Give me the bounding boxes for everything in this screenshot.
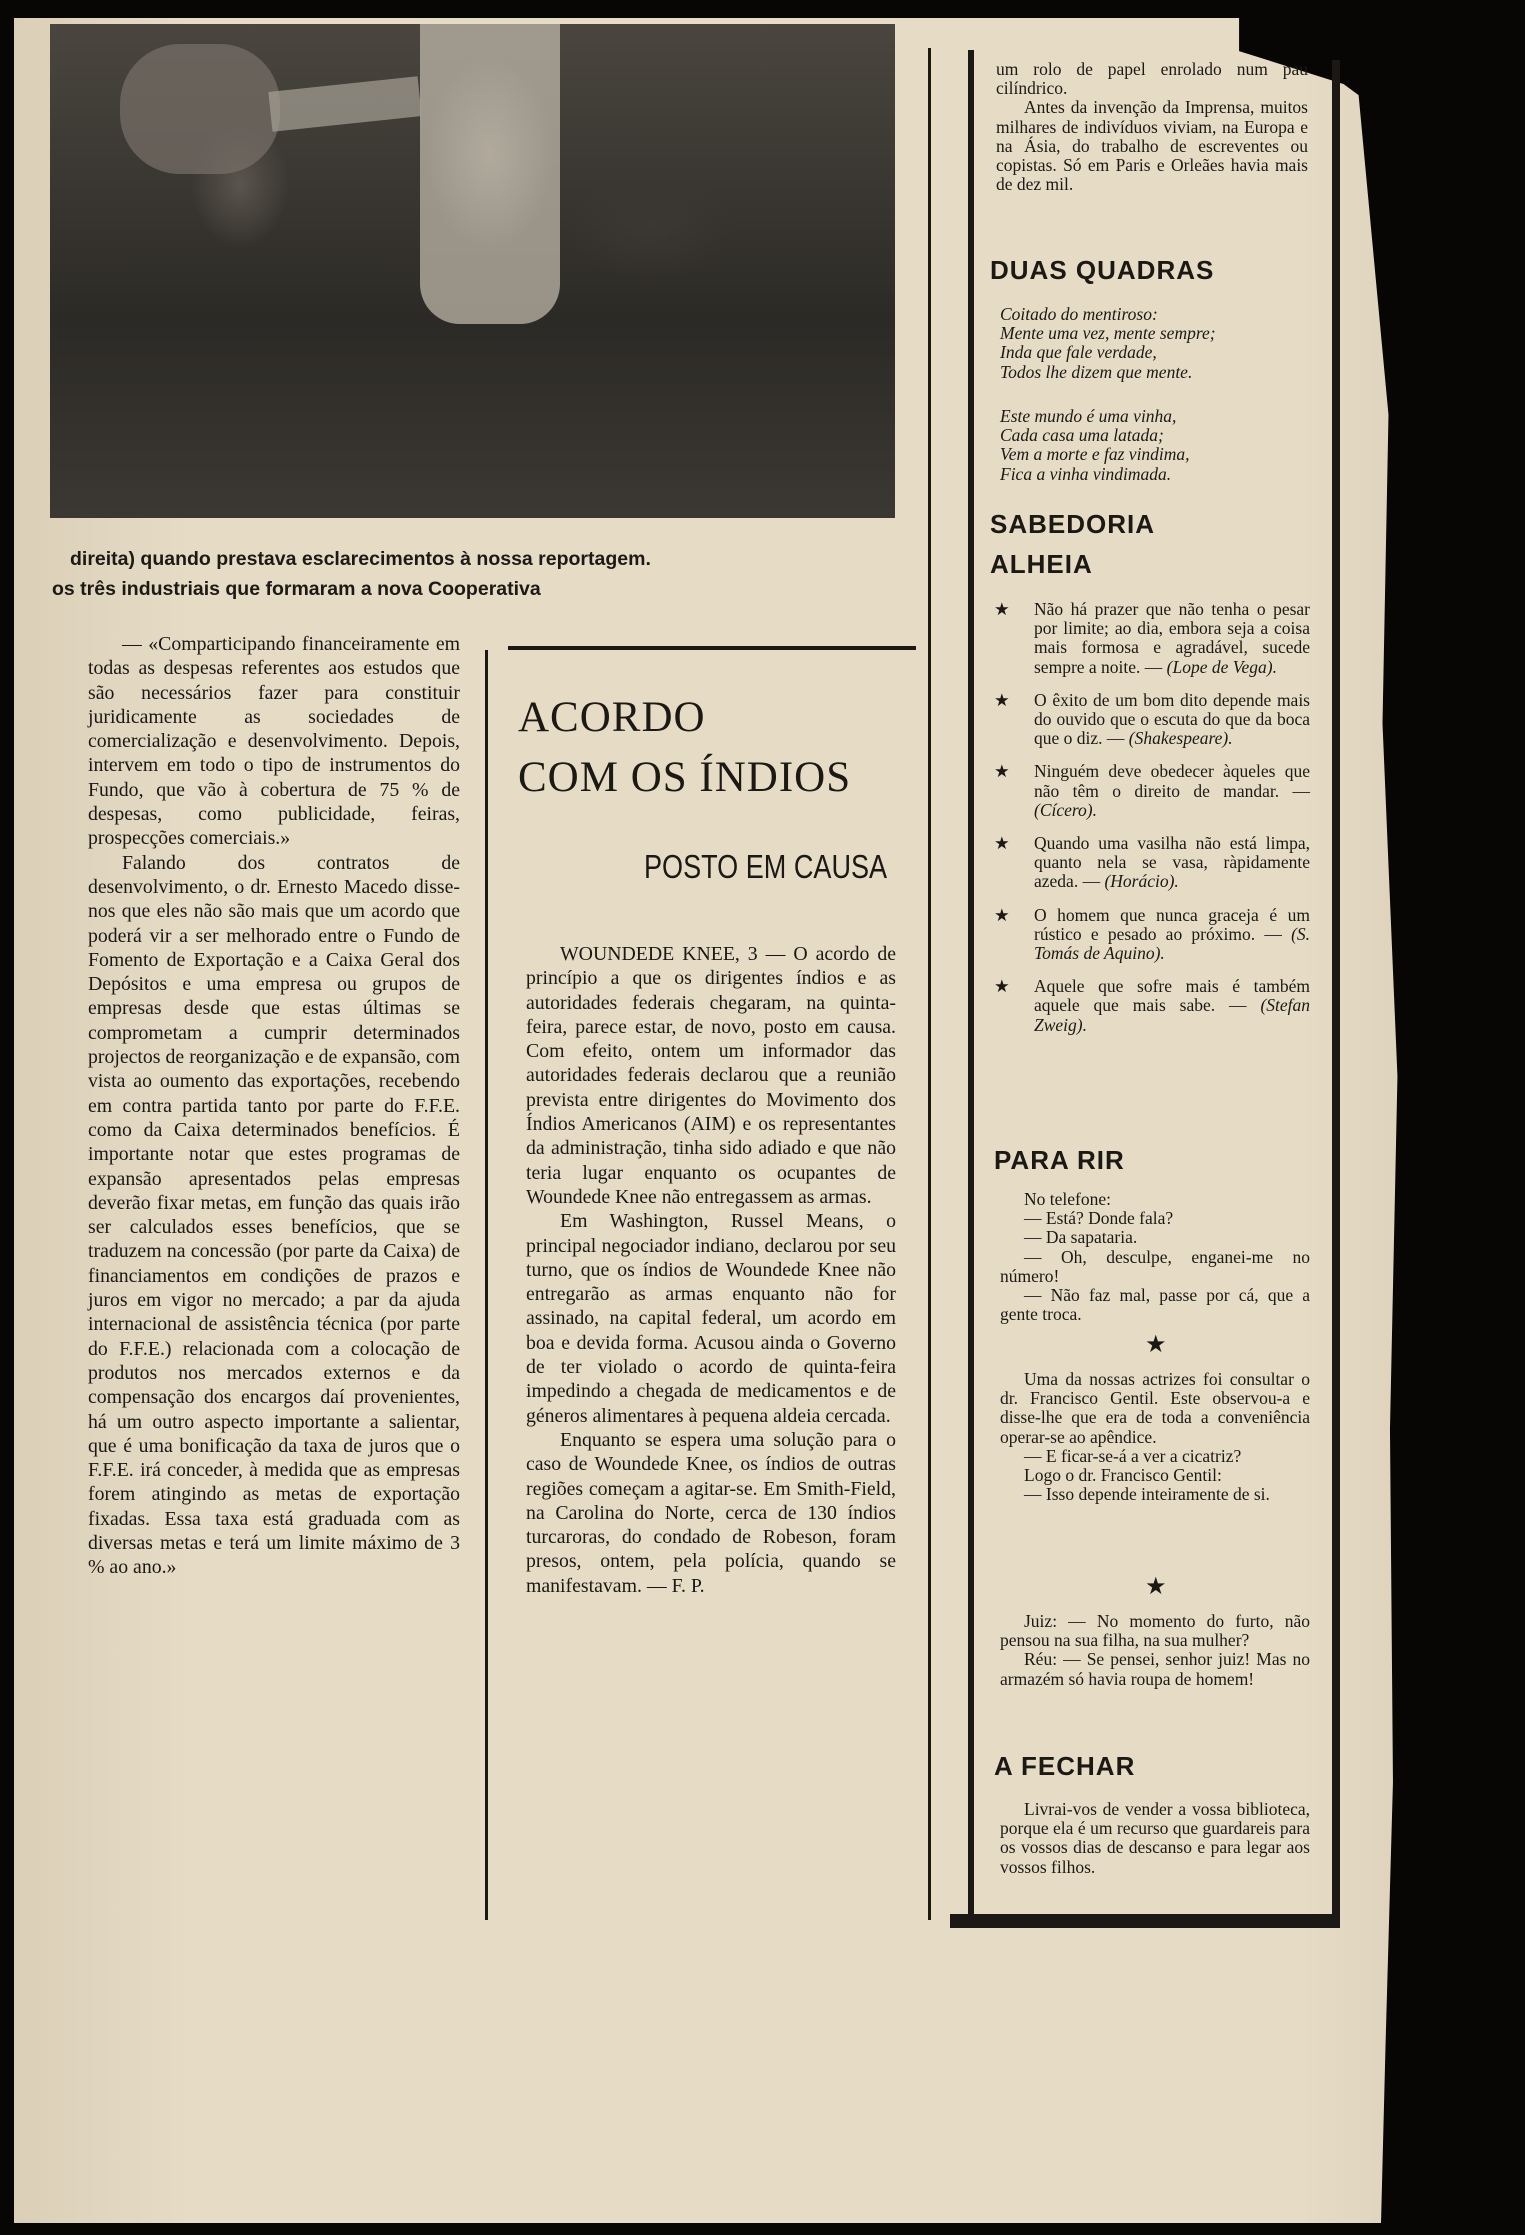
quote-author: (Lope de Vega). [1166,656,1277,677]
quote-text: Não há prazer que não tenha o pesar por limite; ao dia, embora seja a coisa mais formosa e agradável, sucede sempre a noite. — [1034,599,1310,677]
quote-text: O homem que nunca graceja é um rústico e pesado ao próximo. — [1034,904,1310,944]
quadra-line: Este mundo é uma vinha, [1000,406,1177,426]
joke-line: No telefone: [1024,1189,1111,1209]
section-title-para-rir: PARA RIR [994,1145,1125,1175]
quote-item [994,762,1310,820]
article-paragraph: Em Washington, Russel Means, o principal negociador indiano, declarou por seu turno, que os índios de Woundede Knee não entregarão as armas enquanto não for assinado, na capital federal, um acordo em boa e devida forma. Acusou ainda o Governo de ter violado o acordo de quinta-feira impedindo a chegada de medicamentos e de géneros alimentares à pequena aldeia cercada. [526,1210,896,1427]
column-rule-right [928,48,931,1920]
article-paragraph: WOUNDEDE KNEE, 3 — O acordo de princípio a que os dirigentes índios e as autoridades federais chegaram, na quinta-feira, parece estar, de novo, posto em causa. Com efeito, ontem um informador das autoridades federais declarou que a reunião prevista entre dirigentes do Movimento dos Índios Americanos (AIM) e os representantes da administração, tinha sido adiado e que não teria lugar enquanto os ocupantes de Woundede Knee não entregassem as armas. [526,943,896,1208]
joke-telefone [1000,1190,1310,1324]
joke-line: — Não faz mal, passe por cá, que a gente troca. [1000,1285,1310,1325]
sidebar-border-bottom [950,1914,1340,1928]
joke-line: Réu: — Se pensei, senhor juiz! Mas no armazém só havia roupa de homem! [1000,1649,1310,1689]
section-title-sabedoria-line2: ALHEIA [990,549,1093,579]
quote-item [994,600,1310,677]
joke-juiz [1000,1612,1310,1689]
quadra-line: Inda que fale verdade, [1000,342,1157,363]
quadra-line: Fica a vinha vindimada. [1000,463,1172,484]
article-headline-line2: COM OS ÍNDIOS [518,754,852,801]
quadra-line: Coitado do mentiroso: [1000,304,1158,324]
quote-text: Ninguém deve obedecer àqueles que não têm o direito de mandar. — [1034,761,1310,801]
photo-seated-figure [120,44,280,174]
sidebar-border-left [968,50,974,1928]
sidebar-border-right [1332,60,1340,1928]
star-icon: ★ [994,761,1010,782]
photo-caption-line2: os três industriais que formaram a nova Cooperativa [52,578,541,600]
star-icon: ★ [994,599,1010,619]
quote-text: Quando uma vasilha não está limpa, quanto nela se vasa, ràpidamente azeda. — [1034,833,1310,892]
article-top-rule [508,646,916,650]
left-article-column [88,632,460,1580]
article-body [526,942,896,1598]
quote-author: (Horácio). [1104,871,1179,892]
quadra-line: Cada casa uma latada; [1000,425,1164,446]
joke-line: Logo o dr. Francisco Gentil: [1024,1465,1222,1486]
quote-item [994,691,1310,749]
left-paragraph: — «Comparticipando financeiramente em todas as despesas referentes aos estudos que são necessários fazer para constituir juridicamente as sociedades de comercialização e desenvolvimento. Depois, intervem em todo o tipo de instrumentos do Fundo, que vão à cobertura de 75 % de despesas, como publicidade, feiras, prospecções comerciais.» [88,633,460,850]
joke-line: — Da sapataria. [1024,1227,1138,1248]
joke-line: — E ficar-se-á a ver a cicatriz? [1024,1445,1242,1466]
quote-author: (Shakespeare). [1128,728,1233,749]
star-icon: ★ [994,833,1010,854]
photo-hand [268,76,421,131]
star-icon: ★ [994,689,1010,710]
quadra-line: Todos lhe dizem que mente. [1000,361,1193,382]
joke-actriz [1000,1370,1310,1504]
quote-author: (Stefan Zweig). [1034,995,1311,1035]
section-title-sabedoria-line1: SABEDORIA [990,509,1156,539]
joke-line: Uma da nossas actrizes foi consultar o dr. Francisco Gentil. Este observou-a e disse-lhe que era de toda a conveniência operar-se ao apêndice. [1000,1369,1310,1447]
section-title-a-fechar: A FECHAR [994,1751,1136,1781]
left-paragraph: Falando dos contratos de desenvolvimento, o dr. Ernesto Macedo disse-nos que eles não são mais que um acordo que poderá vir a ser melhorado entre o Fundo de Fomento de Exportação e a Caixa Geral dos Depósitos e uma empresa ou grupos de empresas desde que estas últimas se comprometam a cumprir determinados projectos de reorganização e de expansão, com vista ao oumento das exportações, recebendo em contra partida tanto por parte do F.F.E. como da Caixa determinados benefícios. É importante notar que estes programas de expansão apresentados pelas empresas deverão fixar metas, em função das quais irão ser calculados esses benefícios, que se traduzem na concessão (por parte da Caixa) de financiamentos em condições de prazos e juros em vigor no mercado; a par da ajuda internacional de assistência técnica (por parte do F.F.E.) relacionada com a colocação de produtos nos mercados externos e da compensação dos encargos daí provenientes, há um outro aspecto importante a salientar, que é uma bonificação da taxa de juros que o F.F.E. irá conceder, à medida que as empresas forem atingindo as metas de exportação fixadas. Essa taxa está graduada com as diversas metas e terá um limite máximo de 3 % ao ano.» [88,851,460,1579]
quote-item [994,977,1310,1035]
quotes-list [994,600,1310,1049]
quote-item [994,834,1310,892]
section-title-duas-quadras: DUAS QUADRAS [990,255,1215,285]
column-rule-left [485,650,488,1920]
sidebar-top-text [996,60,1308,194]
quadra-2 [1000,407,1320,484]
quadra-line: Vem a morte e faz vindima, [1000,444,1190,465]
joke-line: — Oh, desculpe, enganei-me no número! [1000,1246,1310,1286]
quote-author: (S. Tomás de Aquino). [1034,923,1311,964]
joke-line: — Está? Donde fala? [1024,1208,1174,1229]
article-subhead: POSTO EM CAUSA [644,848,888,885]
quadra-line: Mente uma vez, mente sempre; [1000,323,1216,344]
joke-line: — Isso depende inteiramente de si. [1024,1484,1270,1505]
fechar-text [1000,1800,1310,1877]
photo-standing-figure [420,24,560,324]
fechar-paragraph: Livrai-vos de vender a vossa biblioteca, porque ela é um recurso que guardareis para os vossos dias de descanso e para legar aos vossos filhos. [1000,1799,1310,1877]
news-photo [50,24,895,518]
sidebar-top-fragment: um rolo de papel enrolado num pau cilíndrico. [996,59,1308,99]
joke-line: Juiz: — No momento do furto, não pensou na sua filha, na sua mulher? [1000,1611,1310,1651]
article-paragraph: Enquanto se espera uma solução para o caso de Woundede Knee, os índios de outras regiões começam a agitar-se. Em Smith-Field, na Carolina do Norte, cerca de 130 índios turcaroras, do condado de Robeson, foram presos, ontem, pela polícia, quando se manifestavam. — F. P. [526,1428,896,1597]
star-separator-icon: ★ [1145,1330,1167,1358]
sidebar-top-paragraph: Antes da invenção da Imprensa, muitos milhares de indivíduos viviam, na Europa e na Ásia, do trabalho de escreventes ou copistas. Só em Paris e Orleães havia mais de dez mil. [996,97,1308,195]
star-separator-icon: ★ [1145,1572,1167,1600]
photo-caption-line1: direita) quando prestava esclarecimentos à nossa reportagem. [70,548,651,570]
star-icon: ★ [994,904,1010,925]
quote-text: O êxito de um bom dito depende mais do ouvido que o escuta do que da boca que o diz. — [1034,689,1310,749]
quote-item [994,906,1310,964]
article-headline-line1: ACORDO [518,694,706,741]
quote-text: Aquele que sofre mais é também aquele que mais sabe. — [1034,976,1310,1016]
quote-author: (Cícero). [1034,799,1098,820]
star-icon: ★ [994,976,1010,997]
quadra-1 [1000,305,1320,382]
